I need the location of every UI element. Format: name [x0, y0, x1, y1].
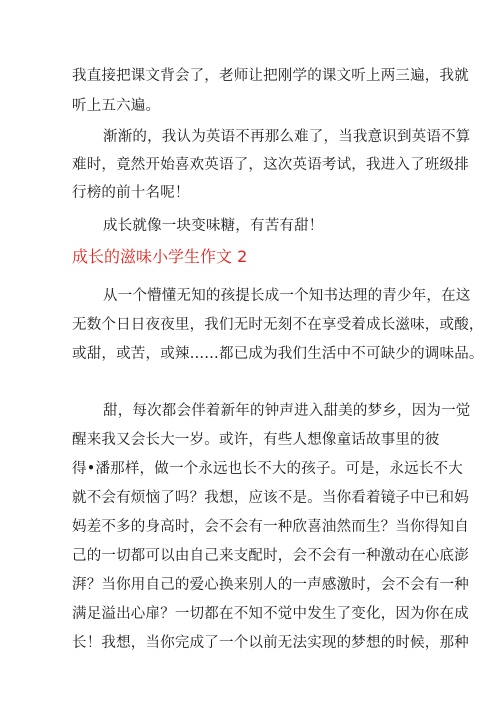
paragraph-5-line-3: 得•潘那样，做一个永远也长不大的孩子。可是，永远长不大: [72, 461, 463, 477]
paragraph-3-line-1: 成长就像一块变味糖，有苦有甜！: [103, 218, 324, 234]
paragraph-5-line-4: 就不会有烦恼了吗？我想，应该不是。当你看着镜子中已和妈: [72, 490, 469, 506]
paragraph-5-line-8: 满足溢出心扉？一切都在不知不觉中发生了变化，因为你在成: [72, 606, 469, 622]
paragraph-4-line-3: 或甜，或苦，或辣……都已成为我们生活中不可缺少的调味品。: [72, 346, 484, 362]
paragraph-2-line-2: 难时，竟然开始喜欢英语了，这次英语考试，我进入了班级排: [72, 157, 469, 173]
paragraph-5-line-5: 妈差不多的身高时，会不会有一种欣喜油然而生？当你得知自: [72, 519, 469, 535]
paragraph-4-line-2: 无数个日日夜夜里，我们无时无刻不在享受着成长滋味，或酸，: [72, 317, 484, 333]
paragraph-5-line-7: 湃？当你用自己的爱心换来别人的一声感激时，会不会有一种: [72, 577, 469, 593]
paragraph-5-line-6: 己的一切都可以由自己来支配时，会不会有一种激动在心底澎: [72, 548, 469, 564]
paragraph-1-line-1: 我直接把课文背会了，老师让把刚学的课文听上两三遍，我就: [72, 68, 469, 84]
section-heading: 成长的滋味小学生作文 2: [72, 247, 248, 266]
paragraph-5-line-9: 长！我想，当你完成了一个以前无法实现的梦想的时候，那种: [72, 635, 469, 651]
paragraph-2-line-1: 渐渐的，我认为英语不再那么难了，当我意识到英语不算: [103, 129, 471, 145]
paragraph-1-line-2: 听上五六遍。: [72, 98, 161, 114]
paragraph-4-line-1: 从一个懵懂无知的孩提长成一个知书达理的青少年，在这: [103, 288, 471, 304]
paragraph-5-line-1: 甜，每次都会伴着新年的钟声进入甜美的梦乡，因为一觉: [103, 403, 471, 419]
paragraph-2-line-3: 行榜的前十名呢！: [72, 185, 190, 201]
paragraph-5-line-2: 醒来我又会长大一岁。或许，有些人想像童话故事里的彼: [72, 432, 440, 448]
